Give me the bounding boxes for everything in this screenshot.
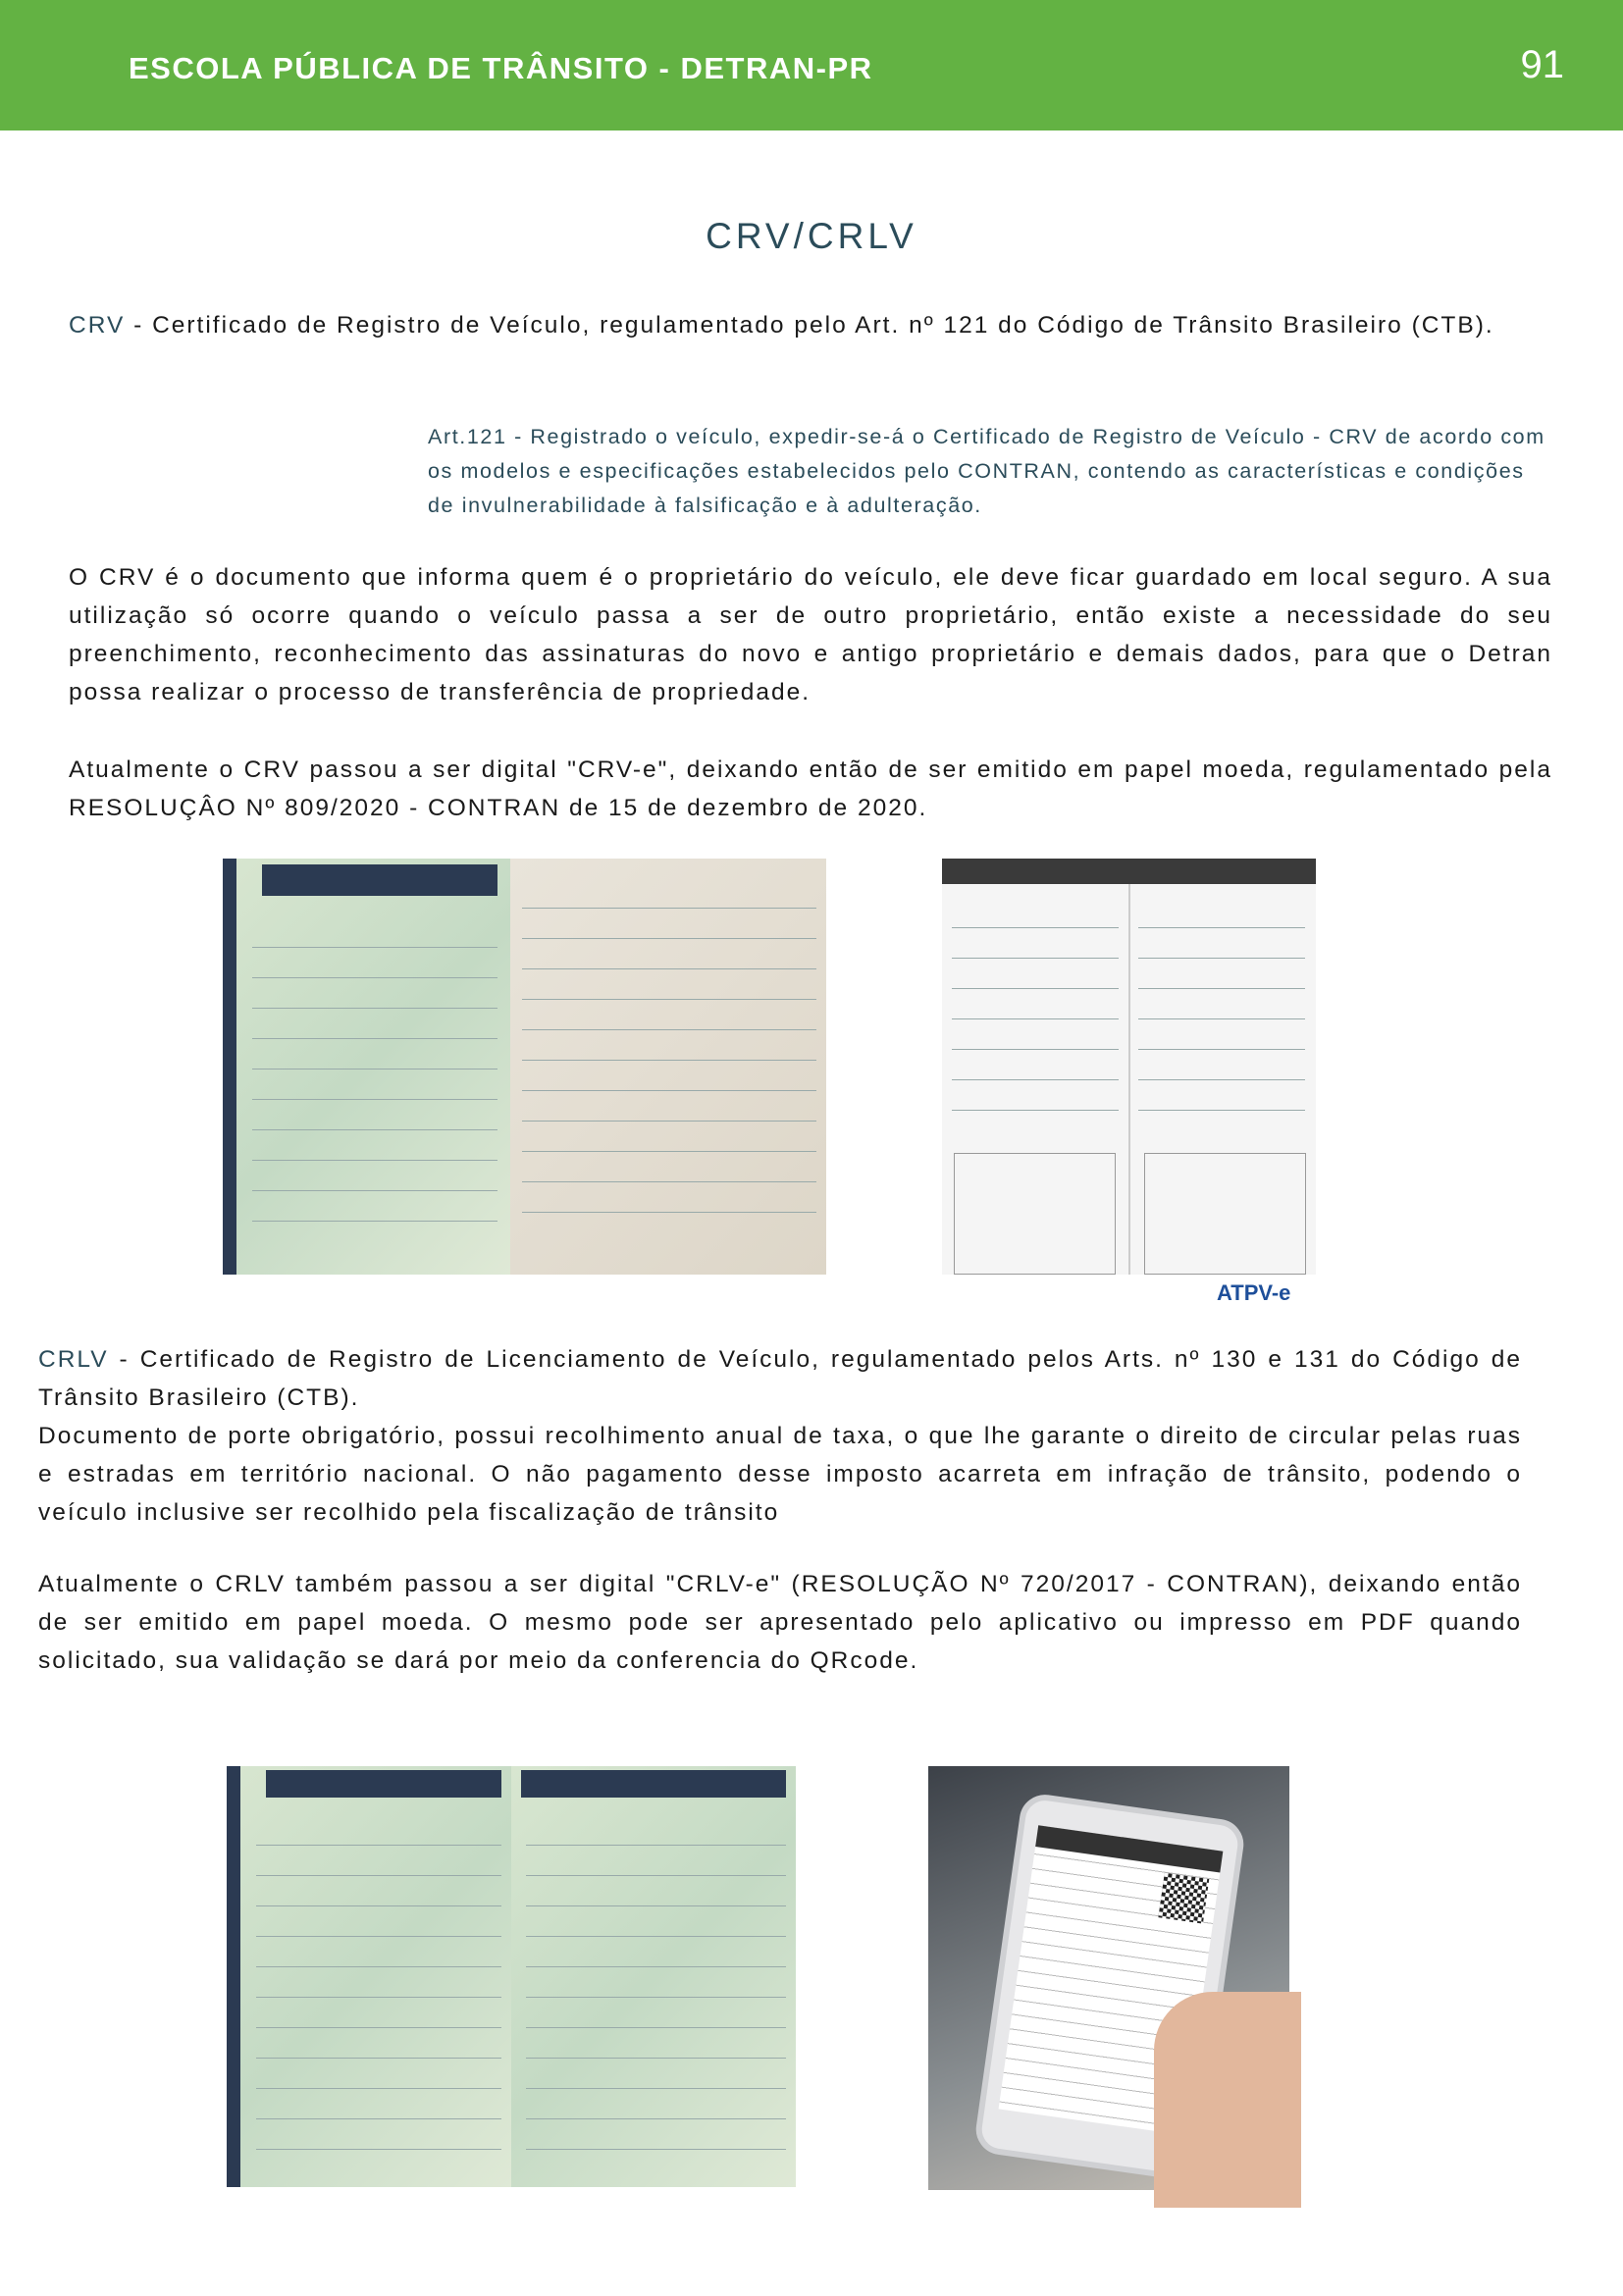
atpv-e-document-image — [942, 859, 1316, 1275]
crv-paragraph-2: Atualmente o CRV passou a ser digital "CRV-e", deixando então de ser emitido em papel moeda, regulamentado pela RESOLUÇÂO Nº 809/2020 - CONTRAN de 15 de dezembro de 2020. — [69, 757, 1552, 821]
page-number: 91 — [1520, 43, 1564, 86]
crv-paragraph-1: O CRV é o documento que informa quem é o proprietário do veículo, ele deve ficar guardado em local seguro. A sua utilização só ocorre quando o veículo passa a ser de outro proprietário, então existe a necessidade do seu preenchimento, reconhecimento das assinaturas do novo e antigo proprietário e demais dados, para que o Detran possa realizar o processo de transferência de propriedade. — [69, 564, 1552, 705]
crv-law-quote: Art.121 - Registrado o veículo, expedir-se-á o Certificado de Registro de Veículo - CRV de acordo com os modelos e especificações estabelecidos pelo CONTRAN, contendo as características e condições de invulnerabilidade à falsificação e à adulteração. — [428, 425, 1545, 517]
crv-definition-text: - Certificado de Registro de Veículo, regulamentado pelo Art. nº 121 do Código de Trânsito Brasileiro (CTB). — [125, 312, 1494, 339]
crv-document-image — [223, 859, 826, 1275]
section-title: CRV/CRLV — [706, 216, 917, 256]
crlv-term: CRLV — [38, 1346, 109, 1373]
crlv-e-phone-image — [928, 1766, 1289, 2190]
crlv-document-image — [227, 1766, 796, 2187]
page-header — [0, 0, 1623, 130]
crv-term: CRV — [69, 312, 126, 339]
crv-definition — [69, 306, 1552, 344]
crlv-definition — [38, 1340, 1522, 1417]
crlv-paragraph-1: Documento de porte obrigatório, possui recolhimento anual de taxa, o que lhe garante o direito de circular pelas ruas e estradas em território nacional. O não pagamento desse imposto acarreta em infração de trânsito, podendo o veículo inclusive ser recolhido pela fiscalização de trânsito — [38, 1423, 1522, 1526]
header-title: ESCOLA PÚBLICA DE TRÂNSITO - DETRAN-PR — [129, 51, 873, 85]
atpv-e-caption: ATPV-e — [1217, 1280, 1291, 1305]
crlv-definition-text: - Certificado de Registro de Licenciamento de Veículo, regulamentado pelos Arts. nº 130 e 131 do Código de Trânsito Brasileiro (CTB). — [38, 1346, 1522, 1411]
crlv-paragraph-2: Atualmente o CRLV também passou a ser digital "CRLV-e" (RESOLUÇÃO Nº 720/2017 - CONTRAN), deixando então de ser emitido em papel moeda. O mesmo pode ser apresentado pelo aplicativo ou impresso em PDF quando solicitado, sua validação se dará por meio da conferencia do QRcode. — [38, 1571, 1522, 1674]
qr-code-icon — [1158, 1873, 1209, 1924]
